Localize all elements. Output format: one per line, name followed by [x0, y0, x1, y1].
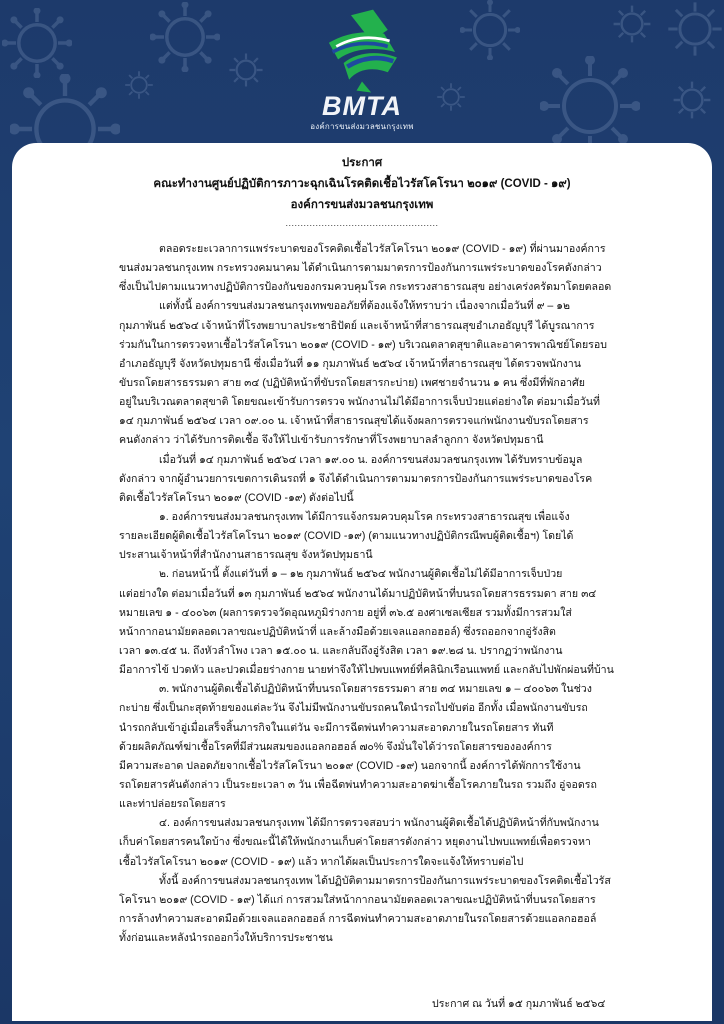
body-line: คนดังกล่าว ว่าได้รับการติดเชื้อ จึงให้ไปเข้ารับการรักษาที่โรงพยาบาลลำลูกกา จังหวัดปทุมธานี [119, 434, 544, 447]
separator: ................................................... [285, 218, 439, 228]
body-line: กะบ่าย ซึ่งเป็นกะสุดท้ายของแต่ละวัน จึงไม่มีพนักงานขับรถคนใดนำรถไปขับต่อ อีกทั้ง เมื่อพนักงานขับรถ [119, 702, 588, 715]
body-line: การล้างทำความสะอาดมือด้วยเจลแอลกอฮอล์ การฉีดพ่นทำความสะอาดภายในรถโดยสารด้วยแอลกอฮอล์ [119, 912, 597, 925]
body-line: เก็บค่าโดยสารคนใดบ้าง ซึ่งขณะนี้ได้ให้พนักงานเก็บค่าโดยสารดังกล่าว หยุดงานไปพบแพทย์เพื่อตรวจหา [119, 836, 591, 849]
body-line: มีความสะอาด ปลอดภัยจากเชื้อไวรัสโคโรนา ๒๐๑๙ (COVID -๑๙) นอกจากนี้ องค์การได้พักการใช้งาน [119, 759, 581, 772]
body-line: และท่าปล่อยรถโดยสาร [119, 798, 226, 811]
announcement-header [12, 153, 712, 230]
body-line: ทั้งนี้ องค์การขนส่งมวลชนกรุงเทพ ได้ปฏิบัติตามมาตรการป้องกันการแพร่ระบาดของโรคติดเชื้อไวรัส [159, 874, 611, 887]
logo-text: BMTA [322, 91, 402, 121]
announcement-body [119, 240, 667, 948]
body-line: นำรถกลับเข้าอู่เมื่อเสร็จสิ้นภารกิจในแต่วัน จะมีการฉีดพ่นทำความสะอาดภายในรถโดยสาร ทันที [119, 721, 554, 734]
body-line: ร่วมกันในการตรวจหาเชื้อไวรัสโคโรนา ๒๐๑๙ (COVID - ๑๙) บริเวณตลาดสุขาติและอาคารพาณิชย์โดยรอบ [119, 338, 607, 351]
body-line: หน้ากากอนามัยตลอดเวลาขณะปฏิบัติหน้าที่ และล้างมือด้วยเจลแอลกอฮอล์) ซึ่งรถออกจากอู่รังสิต [119, 625, 556, 638]
body-line: ซึ่งเป็นไปตามแนวทางปฏิบัติการป้องกันของกรมควบคุมโรค กระทรวงสาธารณสุข อย่างเคร่งครัดมาโดยตลอด [119, 281, 612, 294]
body-line: ตลอดระยะเวลาการแพร่ระบาดของโรคติดเชื้อไวรัสโคโรนา ๒๐๑๙ (COVID - ๑๙) ที่ผ่านมาองค์การ [159, 243, 606, 255]
bmta-logo-icon [316, 6, 408, 98]
body-line: ทั้งก่อนและหลังนำรถออกวิ่งให้บริการประชาชน [119, 932, 333, 945]
body-line: ๓. พนักงานผู้ติดเชื้อได้ปฏิบัติหน้าที่บนรถโดยสารธรรมดา สาย ๓๔ หมายเลข ๑ – ๔๐๐๖๓ ในช่วง [159, 683, 592, 696]
body-line: ดังกล่าว จากผู้อำนวยการเขตการเดินรถที่ ๑ จึงได้ดำเนินการตามมาตรการป้องกันการแพร่ระบาดของโรค [119, 472, 593, 485]
body-line: ๑๔ กุมภาพันธ์ ๒๕๖๔ เวลา ๐๙.๐๐ น. เจ้าหน้าที่สาธารณสุขได้แจ้งผลการตรวจแก่พนักงานขับรถโดยสาร [119, 415, 589, 428]
body-line: ขนส่งมวลชนกรุงเทพ กระทรวงคมนาคม ได้ดำเนินการตามมาตรการป้องกันการแพร่ระบาดของโรคดังกล่าว [119, 262, 602, 275]
body-line: ๒. ก่อนหน้านี้ ตั้งแต่วันที่ ๑ – ๑๒ กุมภาพันธ์ ๒๕๖๔ พนักงานผู้ติดเชื้อไม่ได้มีอาการเจ็บป่วย [159, 568, 563, 581]
body-line: รถโดยสารคันดังกล่าว เป็นระยะเวลา ๓ วัน เพื่อฉีดพ่นทำความสะอาดฆ่าเชื้อโรคภายในรถ รวมถึง อู่จอดรถ [119, 778, 597, 791]
body-line: อยู่ในบริเวณตลาดสุขาติ โดยขณะเข้ารับการตรวจ พนักงานไม่ได้มีอาการเจ็บป่วยแต่อย่างใด ต่อมาเมื่อวันที่ [119, 396, 600, 409]
committee-title: คณะทำงานศูนย์ปฏิบัติการภาวะฉุกเฉินโรคติดเชื้อไวรัสโคโรนา ๒๐๑๙ (COVID - ๑๙) [153, 178, 571, 190]
body-line: โคโรนา ๒๐๑๙ (COVID - ๑๙) ได้แก่ การสวมใส่หน้ากากอนามัยตลอดเวลาขณะปฏิบัติหน้าที่บนรถโดยสาร [119, 893, 596, 906]
header [0, 0, 724, 140]
body-line: ๔. องค์การขนส่งมวลชนกรุงเทพ ได้มีการตรวจสอบว่า พนักงานผู้ติดเชื้อได้ปฏิบัติหน้าที่กับพนักงาน [159, 817, 599, 830]
announcement-card [12, 143, 712, 1021]
body-line: ติดเชื้อไวรัสโคโรนา ๒๐๑๙ (COVID -๑๙) ดังต่อไปนี้ [119, 491, 354, 504]
signature-date: ประกาศ ณ วันที่ ๑๕ กุมภาพันธ์ ๒๕๖๔ [432, 998, 606, 1010]
body-line: แต่ทั้งนี้ องค์การขนส่งมวลชนกรุงเทพขออภัยที่ต้องแจ้งให้ทราบว่า เนื่องจากเมื่อวันที่ ๙ – ๑๒ [159, 300, 570, 313]
body-line: ด้วยผลิตภัณฑ์ฆ่าเชื้อโรคที่มีส่วนผสมของแอลกอฮอล์ ๗๐% จึงมั่นใจได้ว่ารถโดยสารขององค์การ [119, 740, 552, 753]
body-line: ๑. องค์การขนส่งมวลชนกรุงเทพ ได้มีการแจ้งกรมควบคุมโรค กระทรวงสาธารณสุข เพื่อแจ้ง [159, 510, 570, 523]
logo-subtitle: องค์การขนส่งมวลชนกรุงเทพ [310, 122, 414, 131]
body-line: ประสานเจ้าหน้าที่สำนักงานสาธารณสุข จังหวัดปทุมธานี [119, 549, 373, 562]
body-line: กุมภาพันธ์ ๒๕๖๔ เจ้าหน้าที่โรงพยาบาลประชาธิปัตย์ และเจ้าหน้าที่สาธารณสุขอำเภอธัญบุรี ได้บูรณาการ [119, 319, 595, 332]
body-line: รายละเอียดผู้ติดเชื้อไวรัสโคโรนา ๒๐๑๙ (COVID -๑๙) (ตามแนวทางปฏิบัติกรณีพบผู้ติดเชื้อฯ) โดยได้ [119, 530, 574, 543]
body-line: เวลา ๑๓.๔๕ น. ถึงหัวลำโพง เวลา ๑๕.๐๐ น. และกลับถึงอู่รังสิต เวลา ๑๙.๒๘ น. ปรากฏว่าพนักงาน [119, 644, 563, 657]
body-line: เมื่อวันที่ ๑๔ กุมภาพันธ์ ๒๕๖๔ เวลา ๑๙.๐๐ น. องค์การขนส่งมวลชนกรุงเทพ ได้รับทราบข้อมูล [159, 453, 583, 466]
announcement-heading: ประกาศ [341, 157, 383, 169]
body-line: อำเภอธัญบุรี จังหวัดปทุมธานี ซึ่งเมื่อวันที่ ๑๑ กุมภาพันธ์ ๒๕๖๔ เจ้าหน้าที่สาธารณสุข ได้ตรวจพนักงาน [119, 357, 581, 370]
body-line: เชื้อไวรัสโคโรนา ๒๐๑๙ (COVID - ๑๙) แล้ว หากได้ผลเป็นประการใดจะแจ้งให้ทราบต่อไป [119, 855, 524, 868]
body-line: แต่อย่างใด ต่อมาเมื่อวันที่ ๑๓ กุมภาพันธ์ ๒๕๖๔ พนักงานได้มาปฏิบัติหน้าที่บนรถโดยสารธรรมดา สาย ๓๔ [119, 587, 597, 600]
body-line: หมายเลข ๑ - ๔๐๐๖๓ (ผลการตรวจวัดอุณหภูมิร่างกาย อยู่ที่ ๓๖.๕ องศาเซลเซียส รวมทั้งมีการสวมใส่ [119, 606, 572, 619]
body-line: มีอาการไข้ ปวดหัว และปวดเมื่อยร่างกาย นายท่าจึงให้ไปพบแพทย์ที่คลินิกเรือนแพทย์ และกลับไปพักผ่อนที่บ้าน [119, 664, 614, 677]
organization-title: องค์การขนส่งมวลชนกรุงเทพ [290, 199, 434, 211]
body-line: ขับรถโดยสารธรรมดา สาย ๓๔ (ปฏิบัติหน้าที่ขับรถโดยสารกะบ่าย) เพศชายจำนวน ๑ คน ซึ่งมีที่พักอาศัย [119, 376, 585, 389]
